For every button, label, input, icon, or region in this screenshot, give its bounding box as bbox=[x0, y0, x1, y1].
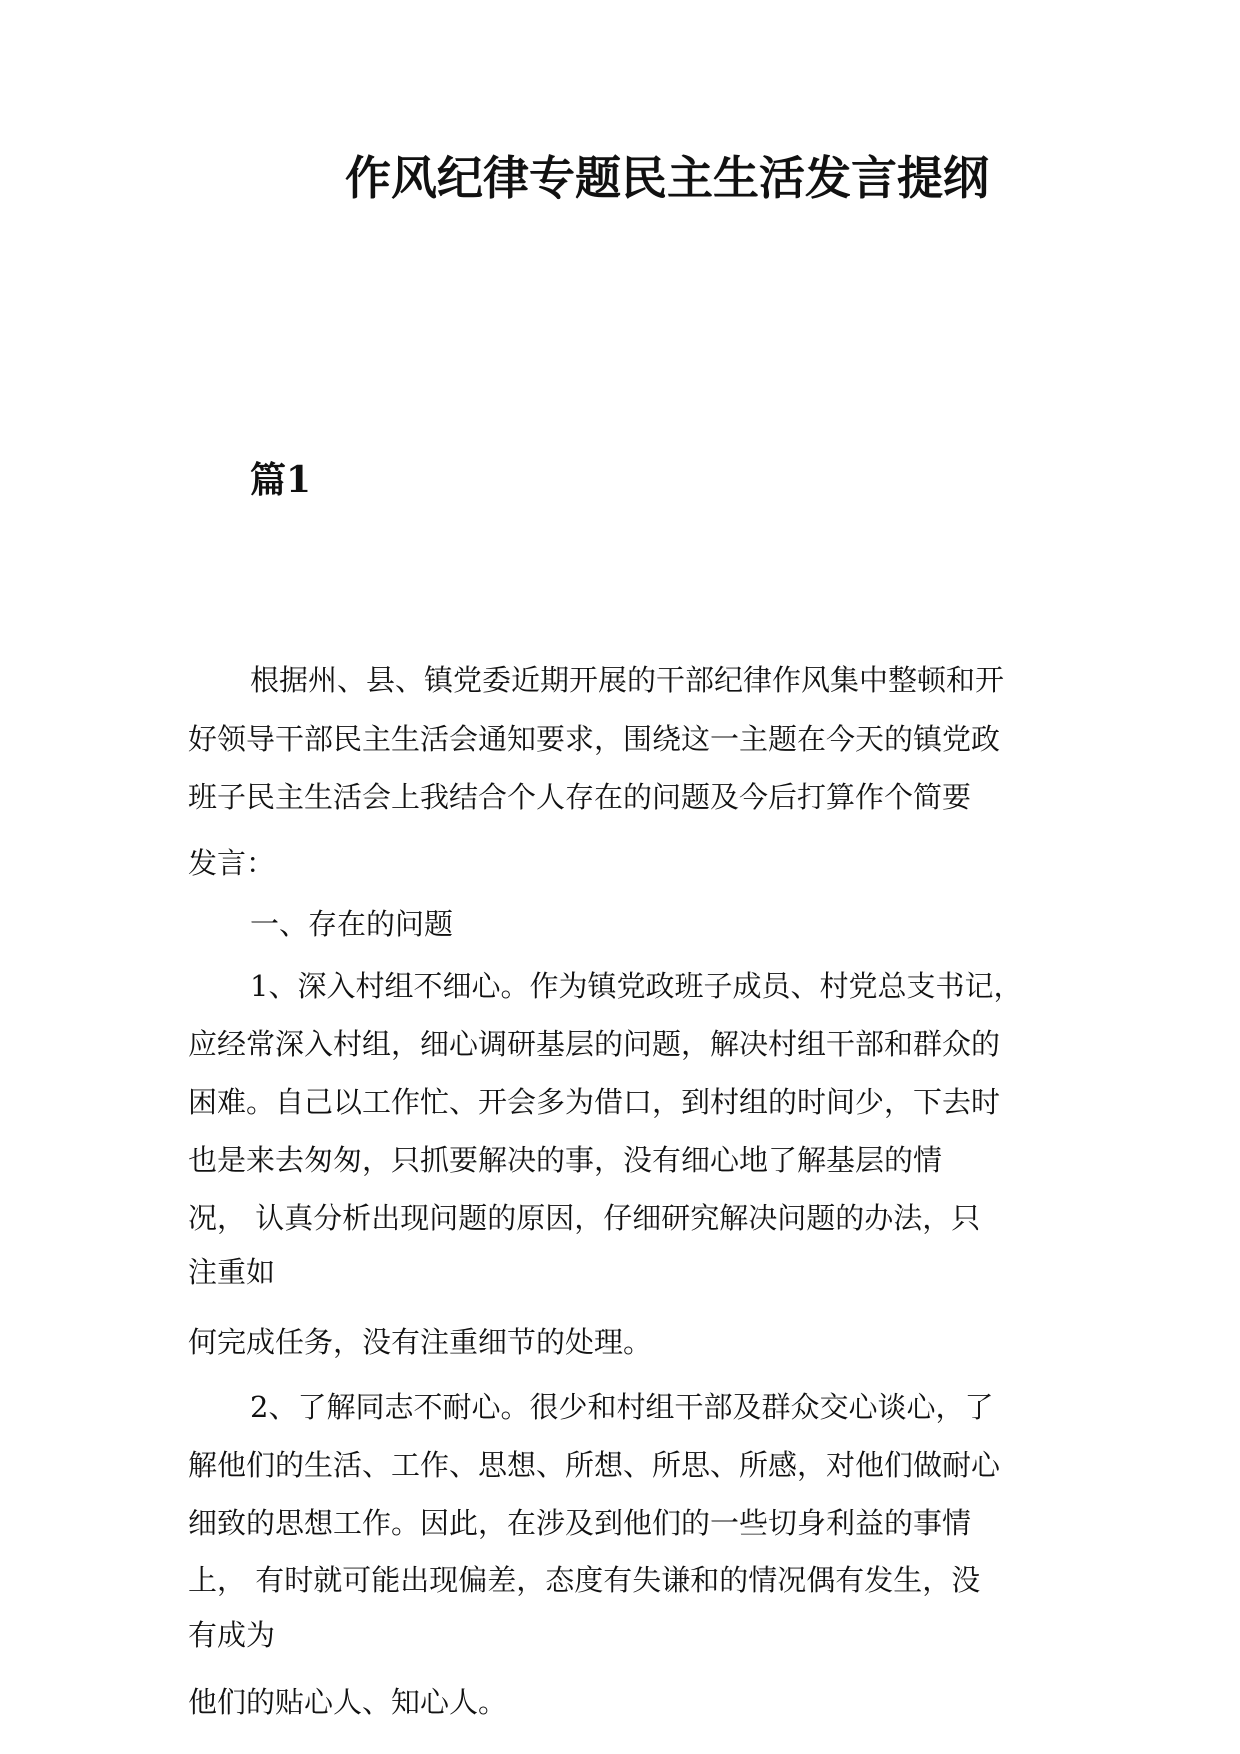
document-title: 作风纪律专题民主生活发言提纲 bbox=[345, 151, 989, 205]
section-heading: 篇1 bbox=[250, 459, 312, 501]
paragraph-line: 班子民主生活会上我结合个人存在的问题及今后打算作个简要 bbox=[188, 780, 972, 814]
paragraph-line: 困难。自己以工作忙、开会多为借口，到村组的时间少，下去时 bbox=[188, 1085, 1001, 1119]
paragraph-line: 发言： bbox=[188, 846, 276, 880]
paragraph-line: 他们的贴心人、知心人。 bbox=[188, 1685, 508, 1719]
paragraph-line: 况， 认真分析出现问题的原因，仔细研究解决问题的办法，只 bbox=[188, 1201, 981, 1235]
paragraph-line: 也是来去匆匆，只抓要解决的事，没有细心地了解基层的情 bbox=[188, 1143, 943, 1177]
paragraph-line: 一、存在的问题 bbox=[250, 907, 454, 941]
paragraph-line: 1、深入村组不细心。作为镇党政班子成员、村党总支书记， bbox=[250, 969, 1023, 1003]
paragraph-line: 2、了解同志不耐心。很少和村组干部及群众交心谈心，了 bbox=[250, 1390, 994, 1424]
paragraph-line: 细致的思想工作。因此，在涉及到他们的一些切身利益的事情 bbox=[188, 1506, 972, 1540]
paragraph-line: 何完成任务，没有注重细节的处理。 bbox=[188, 1325, 653, 1359]
paragraph-line: 应经常深入村组，细心调研基层的问题，解决村组干部和群众的 bbox=[188, 1027, 1001, 1061]
paragraph-line: 解他们的生活、工作、思想、所想、所思、所感，对他们做耐心 bbox=[188, 1448, 1001, 1482]
paragraph-line: 根据州、县、镇党委近期开展的干部纪律作风集中整顿和开 bbox=[250, 663, 1005, 697]
paragraph-line: 注重如 bbox=[188, 1255, 276, 1289]
paragraph-line: 上， 有时就可能出现偏差，态度有失谦和的情况偶有发生，没 bbox=[188, 1563, 981, 1597]
paragraph-line: 好领导干部民主生活会通知要求，围绕这一主题在今天的镇党政 bbox=[188, 722, 1001, 756]
paragraph-line: 有成为 bbox=[188, 1618, 276, 1652]
